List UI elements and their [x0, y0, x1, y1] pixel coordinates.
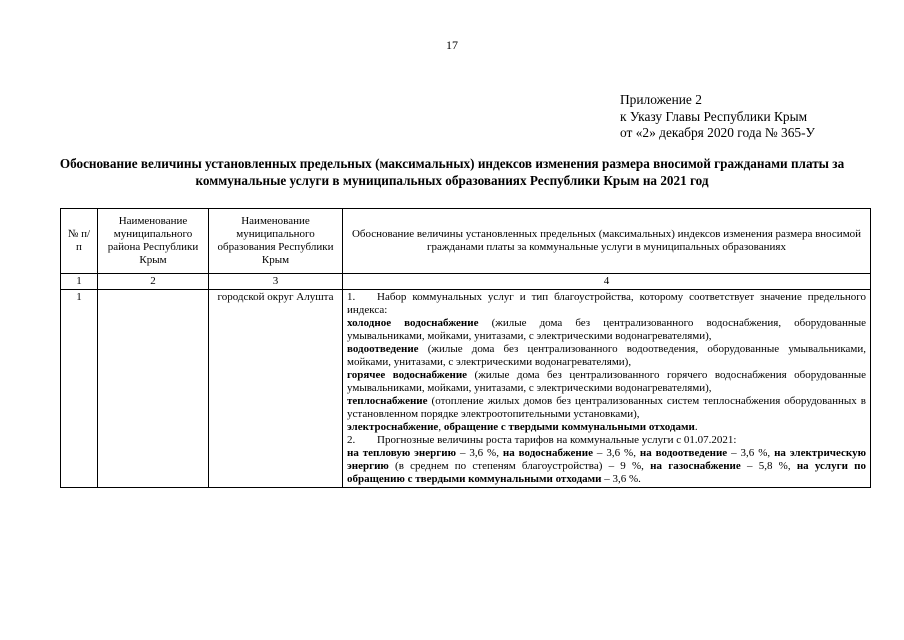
electric-energy-label: на электрическую энергию: [347, 447, 866, 472]
table-row: [61, 290, 871, 488]
item-2-number: 2.: [347, 434, 356, 446]
item-2-text: Прогнозные величины роста тарифов на коммунальные услуги с 01.07.2021:: [377, 434, 737, 446]
hot-water-text: (жилые дома без централизованного горячего водоснабжения оборудованные умывальниками, мойками, унитазами, с электрическими водонагревателями),: [347, 369, 866, 394]
header-number: № п/п: [61, 209, 98, 274]
electricity-end: .: [694, 421, 698, 433]
item-2: [347, 434, 866, 486]
heating-text: (отопление жилых домов без централизованных систем теплоснабжения оборудованных в установленном порядке электроотопительными установками),: [347, 395, 866, 420]
heating-label: теплоснабжение: [347, 395, 428, 407]
column-number-row: [61, 274, 871, 290]
column-number-3: 3: [209, 274, 343, 290]
electricity-label: электроснабжение: [347, 421, 439, 433]
gas-label: на газоснабжение: [650, 460, 741, 472]
drainage-paragraph: [347, 343, 866, 369]
electric-energy-value: (в среднем по степеням благоустройства) – 9 %,: [388, 460, 651, 472]
electricity-paragraph: [347, 421, 866, 434]
column-number-1: 1: [61, 274, 98, 290]
row-municipality: городской округ Алушта: [209, 290, 343, 488]
water-supply-label: на водоснабжение: [502, 447, 593, 459]
cold-water-label: холодное водоснабжение: [347, 317, 479, 329]
gas-value: – 5,8 %,: [740, 460, 797, 472]
cold-water-paragraph: [347, 317, 866, 343]
page-number: 17: [446, 38, 458, 52]
appendix-line-3: от «2» декабря 2020 года № 365-У: [620, 125, 816, 140]
appendix-line-1: Приложение 2: [620, 92, 702, 107]
heating-paragraph: [347, 395, 866, 421]
electricity-separator: ,: [438, 421, 444, 433]
column-number-2: 2: [98, 274, 209, 290]
heat-energy-label: на тепловую энергию: [347, 447, 457, 459]
cold-water-text: (жилые дома без централизованного водоснабжения, оборудованные умывальниками, мойками, унитазами, с электрическими водонагревателями),: [347, 317, 866, 342]
item-1: [347, 291, 866, 317]
hot-water-label: горячее водоснабжение: [347, 369, 468, 381]
waste-services-value: – 3,6 %.: [601, 473, 641, 485]
water-supply-value: – 3,6 %,: [593, 447, 640, 459]
heat-energy-value: – 3,6 %,: [456, 447, 503, 459]
water-disposal-label: на водоотведение: [639, 447, 728, 459]
column-number-4: 4: [343, 274, 871, 290]
document-title: Обоснование величины установленных предельных (максимальных) индексов изменения размера вносимой гражданами платы за коммунальные услуги в муниципальных образованиях Республики Крым на 2021 год: [59, 156, 845, 188]
waste-label: обращение с твердыми коммунальными отходами: [443, 421, 695, 433]
drainage-label: водоотведение: [347, 343, 419, 355]
item-1-number: 1.: [347, 291, 356, 303]
header-district: Наименование муниципального района Республики Крым: [98, 209, 209, 274]
table-header-row: [61, 209, 871, 274]
appendix-block: [620, 92, 815, 142]
row-district: [98, 290, 209, 488]
item-1-text: Набор коммунальных услуг и тип благоустройства, которому соответствует значение предельного индекса:: [347, 291, 866, 316]
water-disposal-value: – 3,6 %,: [727, 447, 775, 459]
header-municipality: Наименование муниципального образования Республики Крым: [209, 209, 343, 274]
justification-table: [60, 208, 871, 488]
appendix-line-2: к Указу Главы Республики Крым: [620, 108, 808, 124]
hot-water-paragraph: [347, 369, 866, 395]
header-justification: Обоснование величины установленных предельных (максимальных) индексов изменения размера вносимой гражданами платы за коммунальные услуги в муниципальных образованиях: [343, 209, 871, 274]
waste-services-label: на услуги по обращению с твердыми коммунальными отходами: [347, 460, 866, 485]
row-justification: [343, 290, 871, 488]
row-number: 1: [61, 290, 98, 488]
drainage-text: (жилые дома без централизованного водоотведения, оборудованные умывальниками, мойками, унитазами, с электрическими водонагревателями),: [347, 343, 866, 368]
